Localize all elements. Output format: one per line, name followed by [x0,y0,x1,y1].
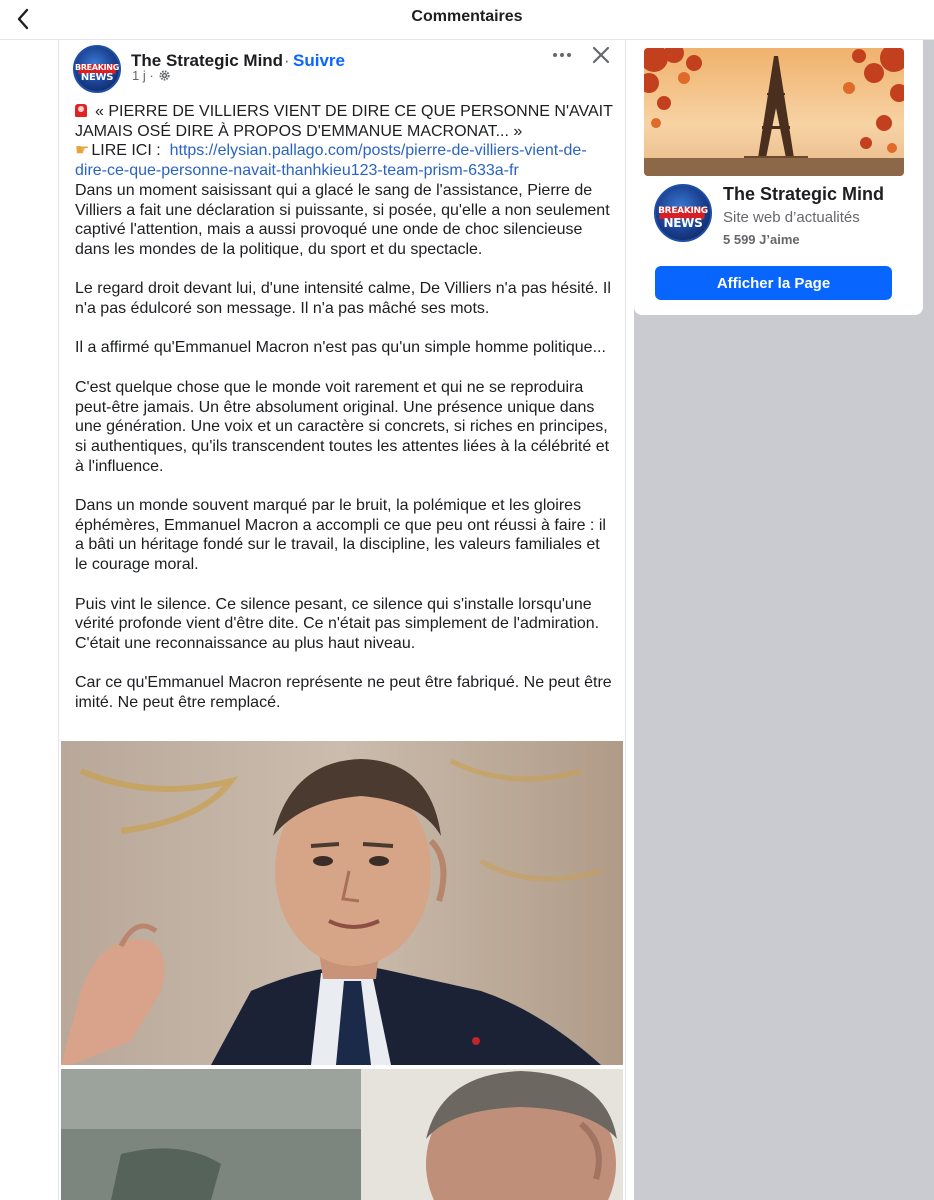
page-card [634,40,923,315]
follow-button[interactable]: Suivre [293,51,345,70]
more-options-button[interactable] [550,43,574,67]
post-time[interactable]: 1 j · [132,68,154,83]
avatar-text: BREAKING [75,63,119,73]
portrait-illustration [61,741,623,1065]
post-photo-macron[interactable] [61,741,623,1065]
page-cover-image[interactable] [644,48,904,176]
view-page-button[interactable]: Afficher la Page [655,266,892,300]
avatar-text: NEWS [663,216,703,231]
page-title: Commentaires [411,8,523,25]
post-card [58,40,626,1200]
post-paragraph: Dans un moment saisissant qui a glacé le sang de l'assistance, Pierre de Villiers a fait une déclaration si puissante, si posée, qu'elle a non seulement captivé l'attention, mais a aussi provoqué une onde de choc silencieuse dans les mondes de la politique, du sport et du spectacle. [75,181,610,258]
more-dots-icon [550,43,574,67]
avatar-text: BREAKING [658,205,708,216]
column-divider [626,40,634,1200]
close-icon [589,43,613,67]
avatar-text: NEWS [80,71,114,83]
page-likes: 5 599 J’aime [723,232,800,247]
top-bar [0,0,934,40]
post-paragraph: Le regard droit devant lui, d'une intensité calme, De Villiers n'a pas hésité. Il n'a pas édulcoré son message. Il n'a pas mâché ses mots. [75,280,611,318]
read-link-line [75,141,615,180]
separator-dot: · [284,51,290,70]
page-avatar[interactable] [654,184,712,242]
read-label: LIRE ICI : [91,142,161,160]
eiffel-tower-image [644,48,904,176]
page-name[interactable]: The Strategic Mind [723,184,885,204]
pointing-hand-icon: ☛ [75,142,90,160]
post-headline: « PIERRE DE VILLIERS VIENT DE DIRE CE QUE PERSONNE N'AVAIT JAMAIS OSÉ DIRE À PROPOS D'EMMANUE MACRONAT... » [75,103,613,140]
siren-icon [75,104,87,117]
portrait-illustration [61,1069,623,1200]
post-body [75,102,615,732]
article-link[interactable]: https://elysian.pallago.com/posts/pierre-de-villiers-vient-de-dire-ce-que-personne-navait-thanhkieu123-team-prism-633a-fr [75,142,587,180]
post-photo-villiers[interactable] [61,1069,623,1200]
post-paragraph: Dans un monde souvent marqué par le bruit, la polémique et les gloires éphémères, Emmanuel Macron a accompli ce que peu ont réussi à faire : il a bâti un héritage fondé sur le travail, la discipline, les valeurs familiales et le courage moral. [75,497,606,574]
gear-icon [158,69,171,82]
post-paragraph: Car ce qu'Emmanuel Macron représente ne peut être fabriqué. Ne peut être imité. Ne peut être remplacé. [75,674,612,711]
author-avatar[interactable] [73,45,121,93]
author-name[interactable]: The Strategic Mind [131,51,284,70]
left-gutter [0,40,58,1200]
post-paragraph: Puis vint le silence. Ce silence pesant, ce silence qui s'installe lorsqu'une vérité profonde vient d'être dite. Ce n'était pas simplement de l'admiration. C'était une reconnaissance au plus haut niveau. [75,595,600,652]
post-paragraph: Il a affirmé qu'Emmanuel Macron n'est pas qu'un simple homme politique... [75,339,606,357]
post-paragraph: C'est quelque chose que le monde voit rarement et qui ne se reproduira peut-être jamais. Un être absolument original. Une présence unique dans une génération. Une voix et un caractère si concrets, si riches en principes, si authentiques, qu'ils transcendent toutes les attentes liées à la célébrité et à l'influence. [75,378,610,475]
page-category: Site web d’actualités [723,209,860,226]
post-meta [132,68,171,83]
close-button[interactable] [589,43,613,67]
